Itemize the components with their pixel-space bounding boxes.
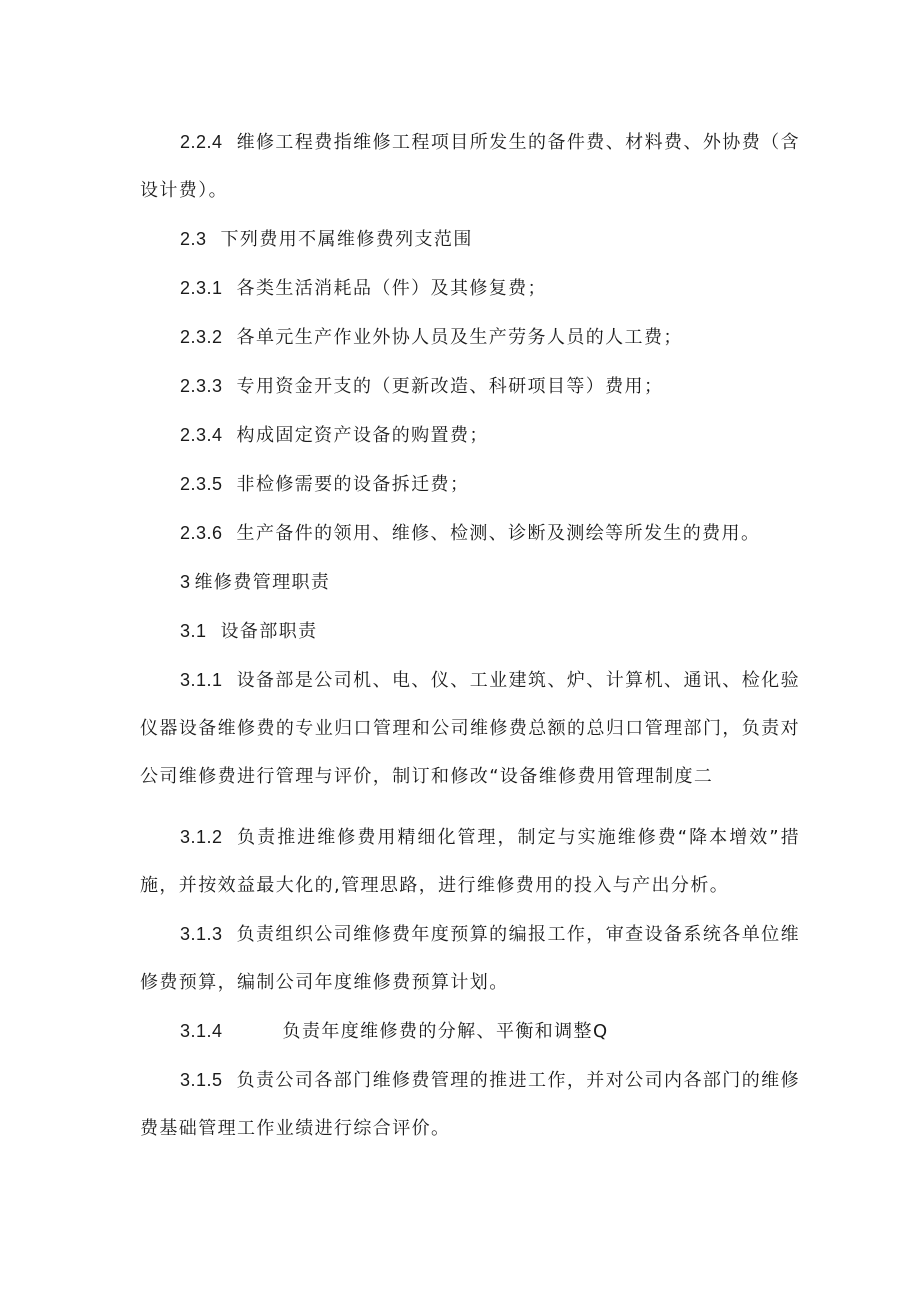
paragraph-text: 维修工程费指维修工程项目所发生的备件费、材料费、外协费（含设计费）。: [140, 132, 800, 201]
section-number: 2.2.4: [180, 132, 223, 152]
paragraph-2-3: [140, 215, 800, 264]
paragraph-3-1-2: [140, 813, 800, 910]
section-number: 3.1: [180, 621, 207, 641]
paragraph-text: 下列费用不属维修费列支范围: [220, 229, 473, 250]
paragraph-3-1-5: [140, 1056, 800, 1153]
section-number: 3.1.1: [180, 670, 223, 690]
section-number: 2.3.1: [180, 278, 223, 298]
paragraph-text: 负责年度维修费的分解、平衡和调整Q: [282, 1021, 609, 1042]
paragraph-2-3-4: [140, 411, 800, 460]
paragraph-3-1-1: [140, 656, 800, 801]
paragraph-2-3-2: [140, 313, 800, 362]
paragraph-2-3-6: [140, 509, 800, 558]
heading-3: [140, 558, 800, 607]
section-number: 2.3.5: [180, 474, 223, 494]
section-number: 2.3.4: [180, 425, 223, 445]
section-number: 3.1.3: [180, 924, 223, 944]
paragraph-text: 设备部职责: [220, 621, 318, 642]
section-number: 3.1.5: [180, 1070, 223, 1090]
paragraph-text: 维修费管理职责: [194, 572, 331, 593]
section-number: 2.3.3: [180, 376, 223, 396]
paragraph-2-2-4: [140, 118, 800, 215]
paragraph-text: 各类生活消耗品（件）及其修复费；: [236, 278, 547, 299]
paragraph-text: 专用资金开支的（更新改造、科研项目等）费用；: [236, 376, 664, 397]
section-number: 2.3.2: [180, 327, 223, 347]
paragraph-text: 负责推进维修费用精细化管理，制定与实施维修费“降本增效”措施，并按效益最大化的,管理思路，进行维修费用的投入与产出分析。: [140, 827, 800, 896]
section-number: 3.1.4: [180, 1021, 223, 1041]
paragraph-3-1-4: [140, 1007, 800, 1056]
section-number: 2.3.6: [180, 523, 223, 543]
section-number: 3: [180, 572, 191, 592]
heading-3-1: [140, 607, 800, 656]
paragraph-text: 各单元生产作业外协人员及生产劳务人员的人工费；: [236, 327, 683, 348]
paragraph-text: 设备部是公司机、电、仪、工业建筑、炉、计算机、通讯、检化验仪器设备维修费的专业归口管理和公司维修费总额的总归口管理部门，负责对公司维修费进行管理与评价，制订和修改“设备维修费用管理制度二: [140, 670, 800, 787]
paragraph-gap: [140, 801, 800, 813]
paragraph-text: 非检修需要的设备拆迁费；: [236, 474, 470, 495]
paragraph-3-1-3: [140, 910, 800, 1007]
paragraph-2-3-3: [140, 362, 800, 411]
paragraph-text: 负责组织公司维修费年度预算的编报工作，审查设备系统各单位维修费预算，编制公司年度维修费预算计划。: [140, 924, 800, 993]
paragraph-text: 生产备件的领用、维修、检测、诊断及测绘等所发生的费用。: [236, 523, 761, 544]
paragraph-text: 负责公司各部门维修费管理的推进工作，并对公司内各部门的维修费基础管理工作业绩进行综合评价。: [140, 1070, 800, 1139]
paragraph-2-3-1: [140, 264, 800, 313]
paragraph-text: 构成固定资产设备的购置费；: [236, 425, 489, 446]
section-number: 2.3: [180, 229, 207, 249]
paragraph-2-3-5: [140, 460, 800, 509]
section-number: 3.1.2: [180, 827, 223, 847]
